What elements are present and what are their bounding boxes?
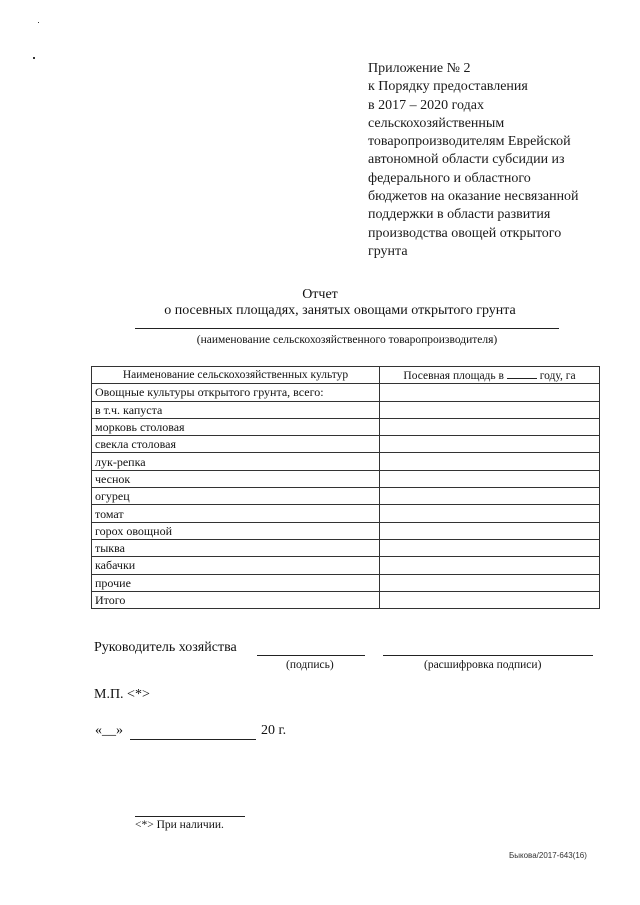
appendix-line: сельскохозяйственным: [368, 115, 505, 131]
crop-name: тыква: [92, 539, 380, 556]
appendix-line: поддержки в области развития: [368, 207, 551, 223]
table-row: [92, 418, 600, 435]
table-header-row: [92, 367, 600, 384]
table-row: [92, 557, 600, 574]
table-row: [92, 522, 600, 539]
crop-name: кабачки: [92, 557, 380, 574]
date-year: 20 г.: [261, 723, 287, 738]
crop-name: лук-репка: [92, 453, 380, 470]
table-row: [92, 453, 600, 470]
signature-line: [257, 640, 365, 656]
footnote-separator: [135, 804, 245, 817]
footnote: <*> При наличии.: [135, 819, 224, 831]
crop-name: чеснок: [92, 470, 380, 487]
area-cell: [380, 557, 600, 574]
header-crop-name: Наименование сельскохозяйственных культур: [92, 367, 380, 384]
report-subtitle: о посевных площадях, занятых овощами открытого грунта: [164, 303, 516, 318]
signature-decode-caption: (расшифровка подписи): [424, 659, 542, 671]
appendix-line: грунта: [368, 243, 408, 259]
table-row: [92, 488, 600, 505]
table-row: [92, 539, 600, 556]
crop-name: прочие: [92, 574, 380, 591]
table-row: [92, 384, 600, 401]
table-row: [92, 505, 600, 522]
manager-label: Руководитель хозяйства: [94, 640, 237, 655]
crop-name: в т.ч. капуста: [92, 401, 380, 418]
appendix-line: Приложение № 2: [368, 61, 471, 76]
signature-caption: (подпись): [286, 659, 334, 671]
report-title: Отчет: [302, 287, 338, 302]
table-row: [92, 470, 600, 487]
document-code: Быкова/2017-643(16): [509, 851, 587, 860]
area-cell: [380, 384, 600, 401]
area-cell: [380, 591, 600, 608]
table-row: [92, 436, 600, 453]
appendix-line: к Порядку предоставления: [368, 79, 528, 95]
appendix-line: федерального и областного: [368, 170, 531, 186]
crop-name: горох овощной: [92, 522, 380, 539]
area-cell: [380, 505, 600, 522]
crop-area-table: [91, 366, 600, 609]
appendix-block: [368, 60, 633, 261]
table-row: [92, 401, 600, 418]
producer-name-caption: (наименование сельскохозяйственного товаропроизводителя): [196, 334, 498, 346]
header-area-prefix: Посевная площадь в: [403, 369, 504, 382]
table-row: [92, 574, 600, 591]
area-cell: [380, 470, 600, 487]
header-sown-area: [380, 367, 600, 384]
crop-name: огурец: [92, 488, 380, 505]
area-cell: [380, 453, 600, 470]
area-cell: [380, 488, 600, 505]
date-day: «__»: [95, 723, 123, 738]
area-cell: [380, 401, 600, 418]
appendix-line: производства овощей открытого: [368, 225, 562, 241]
date-month-line: [130, 723, 256, 740]
signature-decode-line: [383, 640, 593, 656]
area-cell: [380, 418, 600, 435]
appendix-line: автономной области субсидии из: [368, 152, 565, 168]
scan-speck: [38, 22, 39, 23]
crop-name: томат: [92, 505, 380, 522]
appendix-line: в 2017 – 2020 годах: [368, 97, 484, 113]
appendix-line: бюджетов на оказание несвязанной: [368, 189, 579, 205]
stamp-place-label: М.П. <*>: [94, 687, 150, 702]
year-blank: [507, 368, 537, 379]
producer-name-line: [135, 328, 559, 329]
header-area-suffix: году, га: [539, 369, 576, 382]
crop-name: свекла столовая: [92, 436, 380, 453]
area-cell: [380, 522, 600, 539]
area-cell: [380, 574, 600, 591]
crop-name: Итого: [92, 591, 380, 608]
table-row: [92, 591, 600, 608]
appendix-line: товаропроизводителям Еврейской: [368, 134, 571, 150]
area-cell: [380, 539, 600, 556]
crop-name: Овощные культуры открытого грунта, всего:: [92, 384, 380, 401]
crop-name: морковь столовая: [92, 418, 380, 435]
area-cell: [380, 436, 600, 453]
scan-speck: [33, 57, 35, 59]
